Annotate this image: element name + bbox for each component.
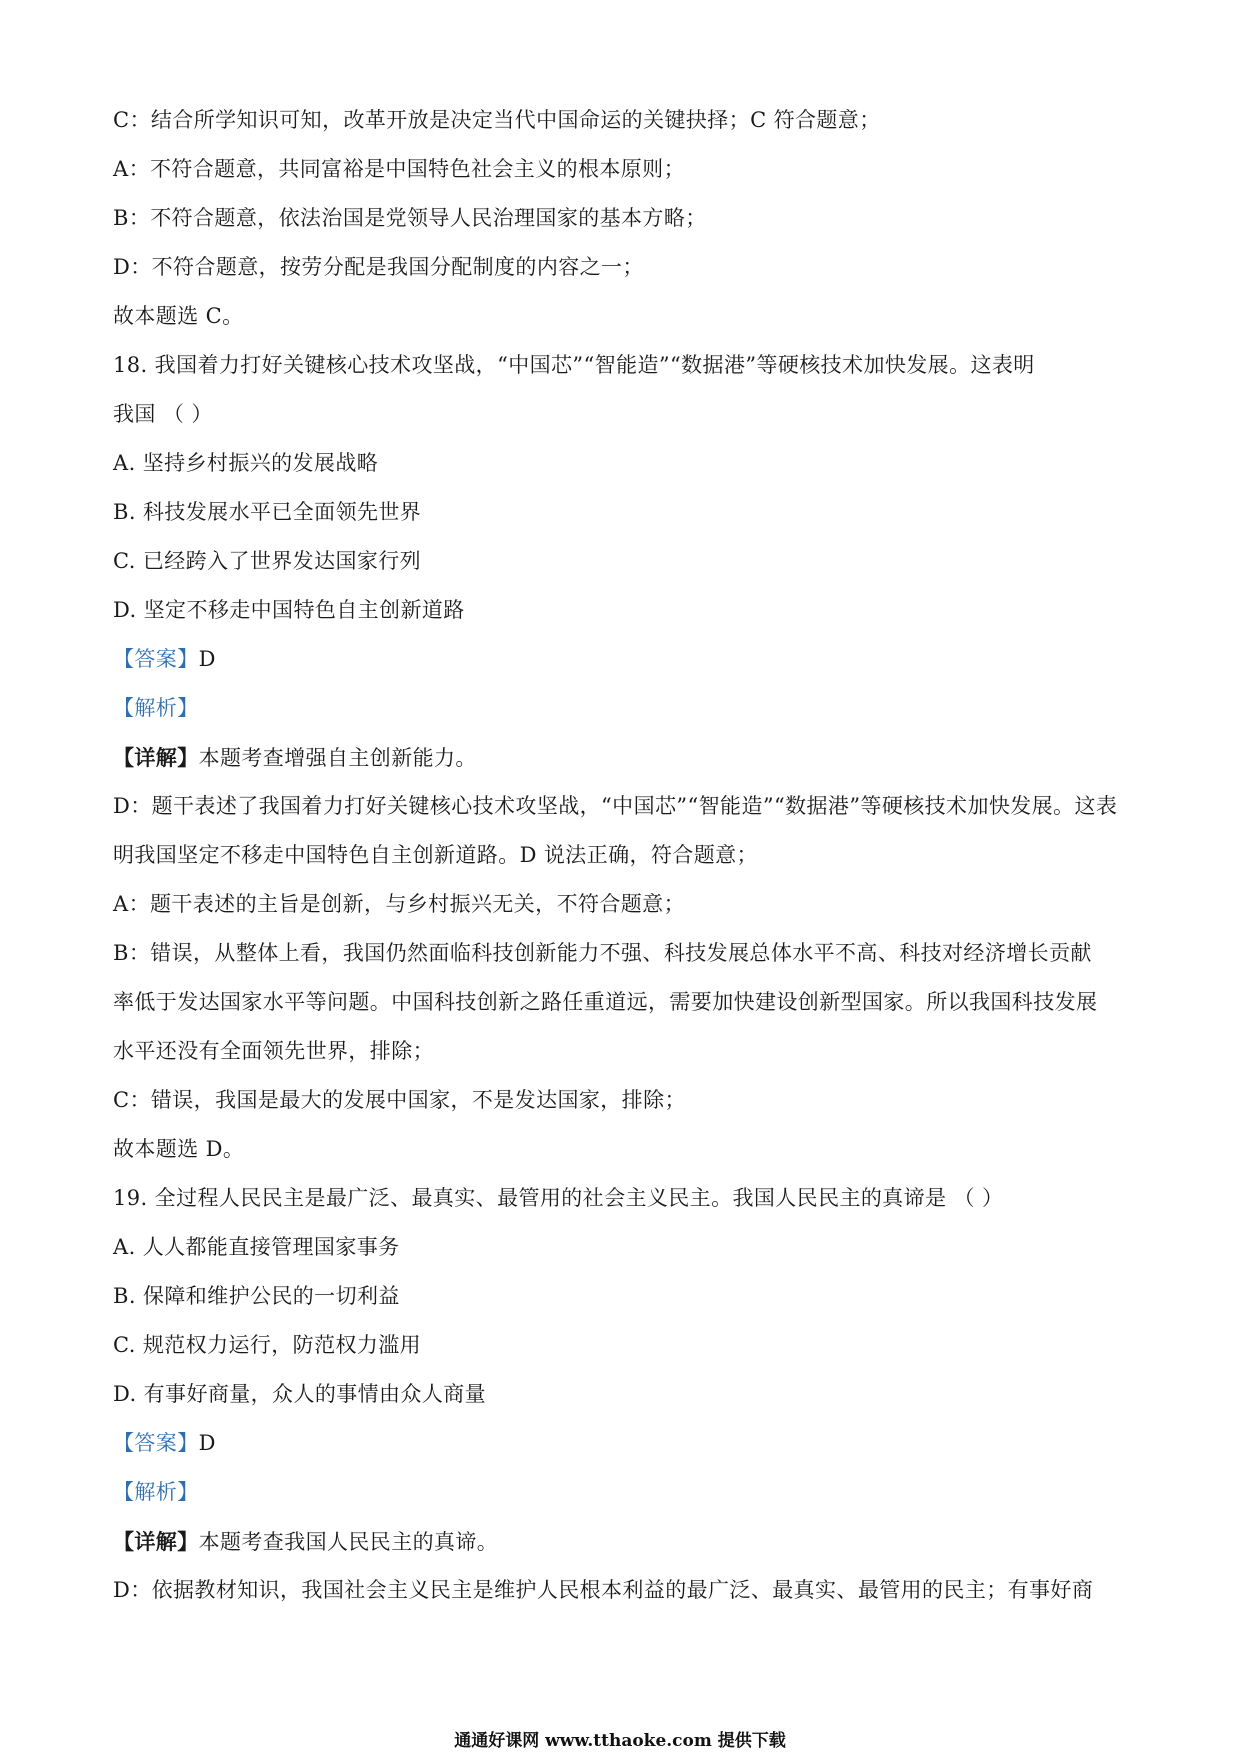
page-footer: 通通好课网 www.tthaoke.com 提供下载 bbox=[454, 1731, 786, 1751]
q18-conclusion: 故本题选 D。 bbox=[113, 1137, 245, 1161]
answer-tag: 【答案】 bbox=[113, 1431, 199, 1455]
q17-explanation-b: B：不符合题意，依法治国是党领导人民治理国家的基本方略； bbox=[113, 206, 707, 230]
answer-tag: 【答案】 bbox=[113, 647, 199, 671]
q18-explanation-b-3: 水平还没有全面领先世界，排除； bbox=[113, 1039, 434, 1063]
answer-value: D bbox=[198, 1431, 216, 1455]
analysis-tag: 【解析】 bbox=[113, 1480, 199, 1504]
q18-option-a: A. 坚持乡村振兴的发展战略 bbox=[113, 451, 379, 475]
detail-tag: 【详解】 bbox=[113, 745, 199, 770]
q18-option-d: D. 坚定不移走中国特色自主创新道路 bbox=[113, 598, 465, 622]
q17-conclusion: 故本题选 C。 bbox=[113, 304, 244, 328]
q18-explanation-d-2: 明我国坚定不移走中国特色自主创新道路。D 说法正确，符合题意； bbox=[113, 843, 758, 867]
q17-explanation-a: A：不符合题意，共同富裕是中国特色社会主义的根本原则； bbox=[113, 157, 685, 181]
q19-answer bbox=[113, 1419, 1133, 1468]
q17-explanation-c: C：结合所学知识可知，改革开放是决定当代中国命运的关键抉择；C 符合题意； bbox=[113, 108, 881, 132]
q19-option-c: C. 规范权力运行，防范权力滥用 bbox=[113, 1333, 422, 1357]
q18-explanation-b-1: B：错误，从整体上看，我国仍然面临科技创新能力不强、科技发展总体水平不高、科技对经济增长贡献 bbox=[113, 941, 1092, 965]
q19-analysis bbox=[113, 1468, 1133, 1517]
detail-text: 本题考查增强自主创新能力。 bbox=[198, 746, 477, 770]
q18-explanation-d-1: D：题干表述了我国着力打好关键核心技术攻坚战，“中国芯”“智能造”“数据港”等硬核技术加快发展。这表 bbox=[113, 794, 1118, 818]
q19-option-b: B. 保障和维护公民的一切利益 bbox=[113, 1284, 400, 1308]
q18-explanation-a: A：题干表述的主旨是创新，与乡村振兴无关，不符合题意； bbox=[113, 892, 685, 916]
page-content bbox=[113, 96, 1133, 1615]
q17-explanation-d: D：不符合题意，按劳分配是我国分配制度的内容之一； bbox=[113, 255, 644, 279]
q18-explanation-b-2: 率低于发达国家水平等问题。中国科技创新之路任重道远，需要加快建设创新型国家。所以我国科技发展 bbox=[113, 990, 1098, 1014]
q19-option-d: D. 有事好商量，众人的事情由众人商量 bbox=[113, 1382, 487, 1406]
q19-detail bbox=[113, 1517, 1133, 1566]
q19-stem: 19. 全过程人民民主是最广泛、最真实、最管用的社会主义民主。我国人民民主的真谛是 （ ） bbox=[113, 1186, 1004, 1210]
q18-stem-line-2: 我国 （ ） bbox=[113, 402, 213, 426]
q19-option-a: A. 人人都能直接管理国家事务 bbox=[113, 1235, 400, 1259]
q19-explanation-d-1: D：依据教材知识，我国社会主义民主是维护人民根本利益的最广泛、最真实、最管用的民主；有事好商 bbox=[113, 1578, 1094, 1602]
q18-stem-line-1: 18. 我国着力打好关键核心技术攻坚战，“中国芯”“智能造”“数据港”等硬核技术加快发展。这表明 bbox=[113, 353, 1035, 377]
q18-analysis bbox=[113, 684, 1133, 733]
q18-option-b: B. 科技发展水平已全面领先世界 bbox=[113, 500, 422, 524]
analysis-tag: 【解析】 bbox=[113, 696, 199, 720]
answer-value: D bbox=[198, 647, 216, 671]
detail-tag: 【详解】 bbox=[113, 1529, 199, 1554]
q18-answer bbox=[113, 635, 1133, 684]
q18-detail bbox=[113, 733, 1133, 782]
q18-option-c: C. 已经跨入了世界发达国家行列 bbox=[113, 549, 422, 573]
q18-explanation-c: C：错误，我国是最大的发展中国家，不是发达国家，排除； bbox=[113, 1088, 686, 1112]
detail-text: 本题考查我国人民民主的真谛。 bbox=[198, 1530, 499, 1554]
